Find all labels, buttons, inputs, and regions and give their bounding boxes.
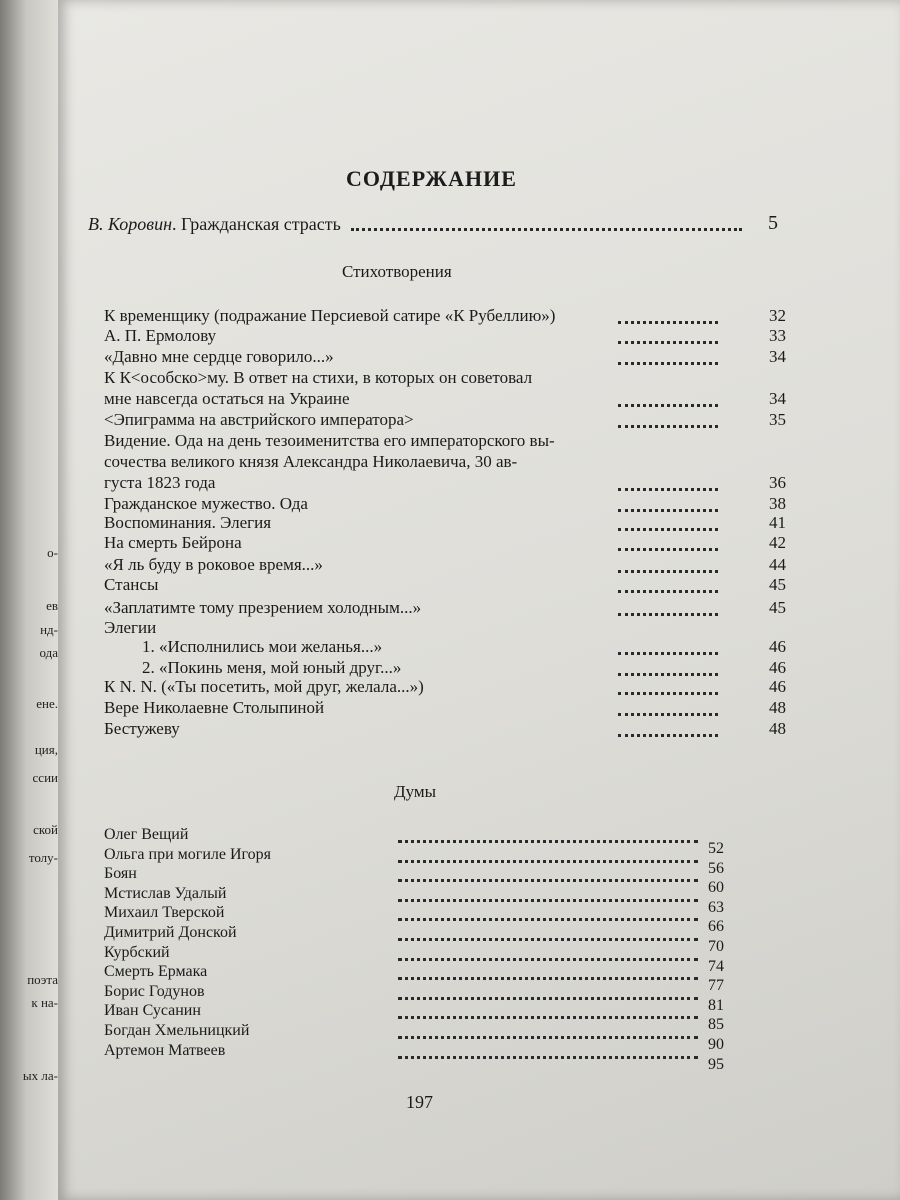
duma-title: Иван Сусанин — [104, 1002, 201, 1020]
toc-entry-page: 44 — [769, 555, 786, 574]
duma-page: 77 — [708, 977, 724, 995]
duma-title: Артемон Матвеев — [104, 1041, 226, 1059]
toc-entry-page: 41 — [769, 513, 786, 532]
toc-entry-title: Видение. Ода на день тезоименитства его императорского вы- — [104, 431, 555, 450]
dot-leader — [398, 1056, 698, 1059]
dot-leader — [618, 548, 718, 551]
duma-page: 70 — [708, 938, 724, 955]
spine-fragment: ев — [46, 598, 58, 613]
duma-page: 81 — [708, 996, 724, 1014]
duma-title: Курбский — [104, 943, 170, 961]
toc-entry-title: К N. N. («Ты посетить, мой друг, желала...») — [104, 677, 424, 696]
dot-leader — [398, 918, 698, 921]
toc-entry-title: Бестужеву — [104, 719, 180, 738]
dot-leader — [398, 977, 698, 980]
section-heading-dumy: Думы — [394, 782, 437, 801]
toc-entry-page: 38 — [769, 494, 786, 513]
dot-leader — [398, 879, 698, 882]
toc-entry-title: <Эпиграмма на австрийского императора> — [104, 410, 414, 429]
spine-fragment: ссии — [32, 770, 58, 785]
dot-leader — [398, 938, 698, 941]
duma-title: Ольга при могиле Игоря — [104, 845, 272, 863]
toc-entry-title: сочества великого князя Александра Николаевича, 30 ав- — [104, 452, 518, 471]
book-page — [58, 0, 900, 1200]
duma-title: Мстислав Удалый — [104, 884, 227, 902]
duma-title: Михаил Тверской — [104, 904, 225, 922]
spine-fragment: ене. — [36, 696, 58, 711]
spine-fragment: толу- — [28, 850, 58, 865]
toc-entry-page: 33 — [769, 326, 786, 345]
dot-leader — [618, 362, 718, 365]
dot-leader — [618, 613, 718, 616]
spine-fragment: ода — [39, 645, 58, 660]
toc-entry-title: «Давно мне сердце говорило...» — [104, 347, 334, 366]
toc-entry-page: 46 — [769, 677, 786, 696]
toc-entry-title: А. П. Ермолову — [104, 326, 217, 345]
toc-intro-entry: В. Коровин . Гражданская страсть 5 — [88, 212, 778, 234]
dot-leader — [618, 652, 718, 655]
section-heading-poems: Стихотворения — [342, 262, 452, 281]
duma-title: Боян — [104, 865, 137, 883]
toc-entry-title: Элегии — [104, 618, 157, 637]
toc-entry-title: Стансы — [104, 575, 159, 594]
dot-leader — [398, 840, 698, 843]
duma-page: 66 — [708, 918, 724, 936]
dot-leader — [618, 570, 718, 573]
toc-entry-page: 46 — [769, 637, 786, 656]
toc-entry-title: Воспоминания. Элегия — [104, 513, 272, 532]
duma-page: 56 — [708, 859, 724, 877]
adjacent-page-edge — [0, 0, 58, 1200]
intro-page: 5 — [768, 212, 778, 234]
spine-fragment: к на- — [31, 995, 58, 1010]
toc-entry-page: 32 — [769, 306, 786, 325]
duma-page: 74 — [708, 957, 724, 975]
duma-title: Борис Годунов — [104, 982, 205, 1000]
page-number: 197 — [406, 1092, 433, 1112]
toc-entry-title: мне навсегда остаться на Украине — [104, 389, 350, 408]
dot-leader — [398, 1016, 698, 1019]
toc-entry-page: 36 — [769, 473, 786, 492]
toc-entry-title: густа 1823 года — [104, 473, 216, 492]
intro-author: В. Коровин — [88, 214, 173, 234]
toc-entry-title: 2. «Покинь меня, мой юный друг...» — [142, 658, 402, 677]
toc-entry-page: 34 — [769, 347, 786, 366]
dot-leader — [398, 958, 698, 961]
dot-leader — [618, 528, 718, 531]
duma-title: Димитрий Донской — [104, 924, 237, 941]
duma-title: Смерть Ермака — [104, 963, 208, 981]
dot-leader — [618, 425, 718, 428]
dot-leader — [618, 713, 718, 716]
toc-entry-title: К К<особско>му. В ответ на стихи, в которых он советовал — [104, 368, 533, 387]
dot-leader — [618, 341, 718, 344]
duma-page: 63 — [708, 898, 724, 916]
toc-entry-page: 34 — [769, 389, 786, 408]
dot-leader — [398, 860, 698, 863]
toc-entry-page: 48 — [769, 719, 786, 738]
duma-page: 60 — [708, 879, 724, 897]
duma-page: 95 — [708, 1055, 724, 1073]
dot-leader — [618, 509, 718, 512]
dot-leader — [618, 321, 718, 324]
toc-entry-page: 45 — [769, 598, 786, 617]
spine-fragment: о- — [47, 545, 58, 560]
toc-entry-title: 1. «Исполнились мои желанья...» — [142, 637, 383, 656]
page-title: СОДЕРЖАНИЕ — [346, 166, 517, 191]
duma-page: 90 — [708, 1036, 724, 1053]
toc-entry-title: Вере Николаевне Столыпиной — [104, 698, 325, 717]
dot-leader — [351, 227, 742, 231]
dot-leader — [618, 692, 718, 695]
dot-leader — [618, 590, 718, 593]
spine-fragment: нд- — [40, 622, 58, 637]
dot-leader — [618, 734, 718, 737]
toc-entry-page: 35 — [769, 410, 786, 429]
toc-entry-page: 46 — [769, 658, 786, 677]
spine-fragment: ской — [33, 822, 58, 837]
duma-page: 85 — [708, 1016, 724, 1034]
dot-leader — [618, 673, 718, 676]
spine-fragment: ция, — [34, 742, 58, 757]
dot-leader — [398, 899, 698, 902]
dot-leader — [398, 997, 698, 1000]
intro-title: Гражданская страсть — [181, 214, 341, 234]
dot-leader — [398, 1036, 698, 1039]
toc-entry-title: «Заплатимте тому презрением холодным...» — [104, 598, 422, 617]
toc-entry-page: 42 — [769, 533, 786, 552]
toc-entry-title: «Я ль буду в роковое время...» — [104, 555, 323, 574]
duma-title: Олег Вещий — [104, 826, 189, 843]
toc-entry-page: 48 — [769, 698, 786, 717]
toc-entry-title: Гражданское мужество. Ода — [104, 494, 308, 513]
spine-fragment: поэта — [27, 972, 58, 987]
dot-leader — [618, 488, 718, 491]
spine-fragment: ых ла- — [22, 1068, 58, 1083]
toc-entry-page: 45 — [769, 575, 786, 594]
dot-leader — [618, 404, 718, 407]
duma-title: Богдан Хмельницкий — [104, 1022, 250, 1039]
duma-page: 52 — [708, 840, 724, 857]
toc-entry-title: На смерть Бейрона — [104, 533, 242, 552]
toc-entry-title: К временщику (подражание Персиевой сатире «К Рубеллию») — [104, 306, 556, 325]
